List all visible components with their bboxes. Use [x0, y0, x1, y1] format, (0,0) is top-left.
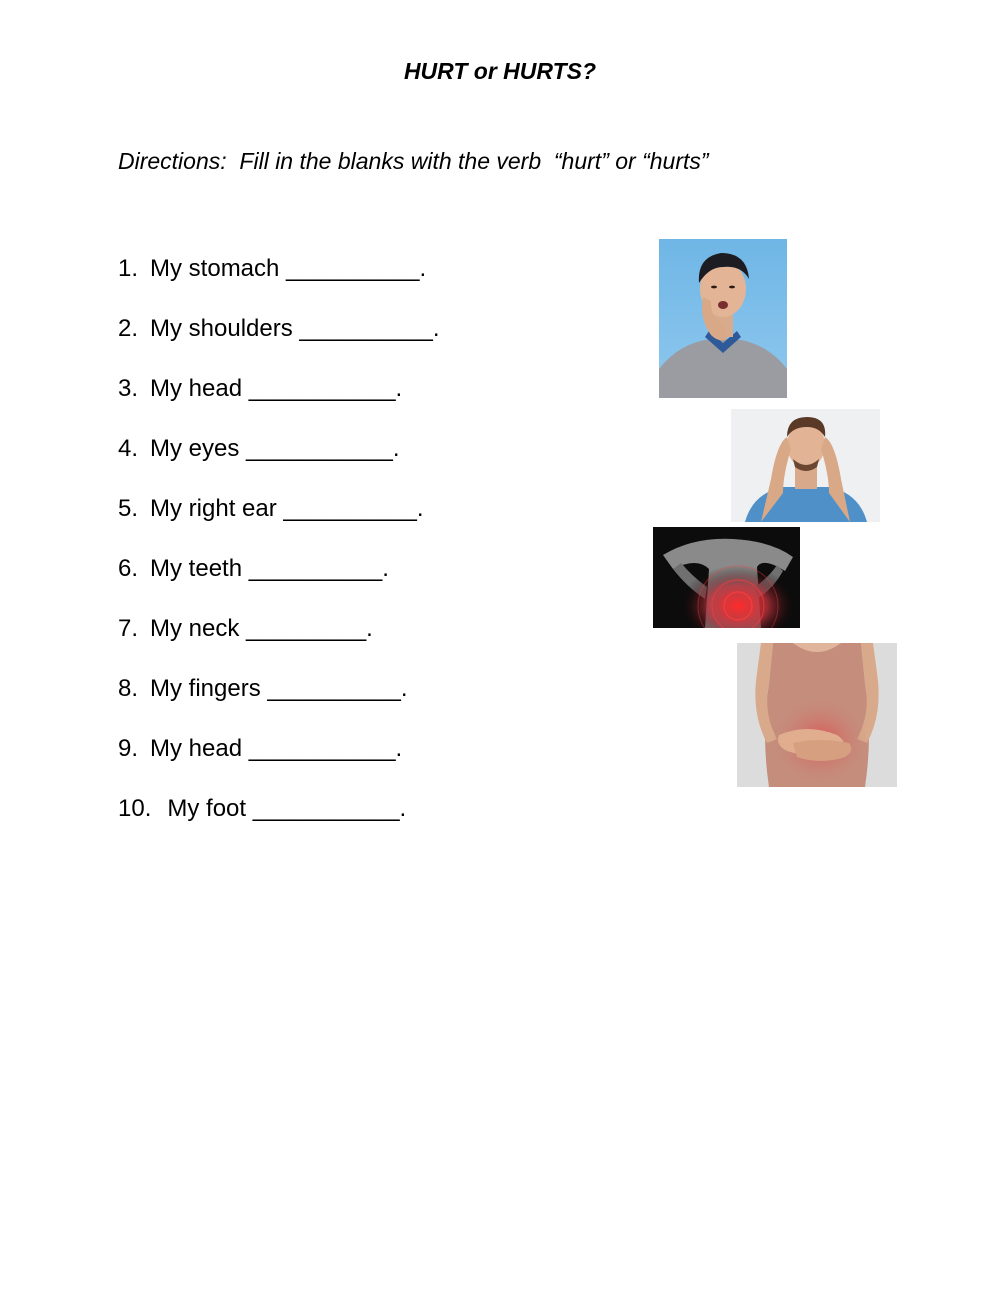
- list-item: 6. My teeth __________.: [118, 555, 389, 582]
- worksheet-title: HURT or HURTS?: [403, 58, 597, 84]
- exercise-list: [118, 254, 440, 854]
- back-pain-photo: [653, 527, 800, 628]
- list-item: 1. My stomach __________.: [118, 255, 427, 282]
- stomachache-photo: [737, 643, 897, 787]
- list-item: 7. My neck _________.: [118, 615, 373, 642]
- headache-photo: [731, 409, 880, 522]
- toothache-photo: [659, 239, 787, 398]
- list-item: 4. My eyes ___________.: [118, 435, 400, 462]
- list-item: 10. My foot ___________.: [118, 795, 407, 822]
- list-item: 2. My shoulders __________.: [118, 315, 440, 342]
- list-item: 3. My head ___________.: [118, 375, 403, 402]
- directions-text: Directions: Fill in the blanks with the verb “hurt” or “hurts”: [118, 148, 709, 174]
- list-item: 8. My fingers __________.: [118, 675, 408, 702]
- list-item: 5. My right ear __________.: [118, 495, 424, 522]
- list-item: 9. My head ___________.: [118, 735, 403, 762]
